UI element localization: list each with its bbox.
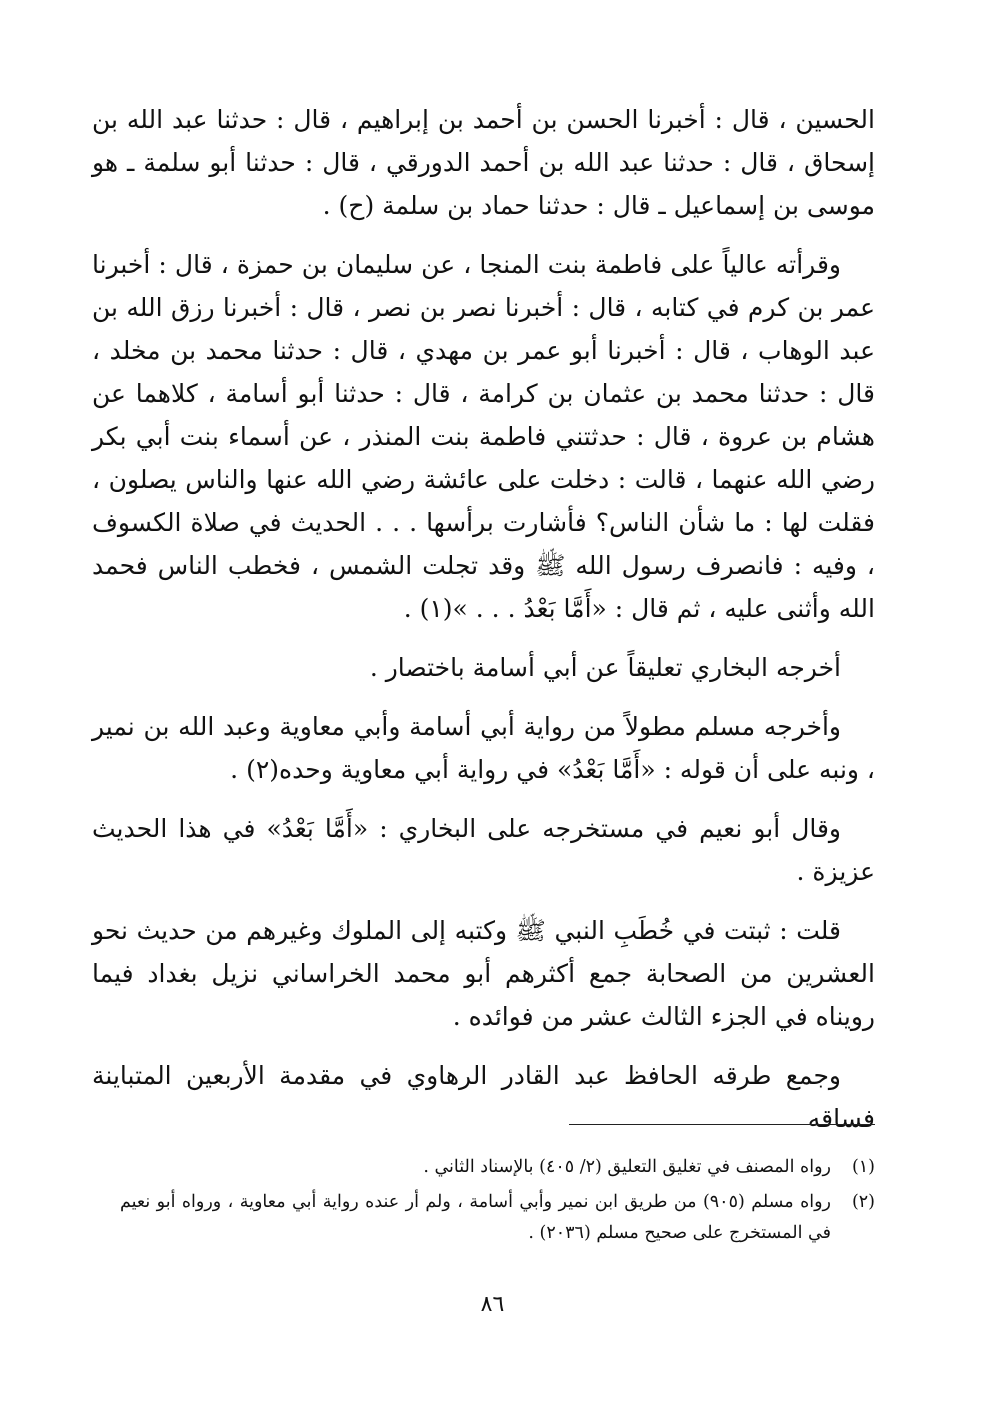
footnote-number: (٢): [851, 1192, 875, 1212]
footnote: [120, 1187, 875, 1249]
paragraph-abu-nuaym: وقال أبو نعيم في مستخرجه على البخاري : «أَمَّا بَعْدُ» في هذا الحديث عزيزة .: [92, 814, 875, 886]
footnote-divider: [569, 1124, 875, 1125]
footnote-number: (١): [851, 1157, 875, 1177]
paragraph-author-comment: قلت : ثبتت في خُطَبِ النبي ﷺ وكتبه إلى الملوك وغيرهم من حديث نحو العشرين من الصحابة جمع أكثرهم أبو محمد الخراساني نزيل بغداد فيما رويناه في الجزء الثالث عشر من فوائده .: [92, 916, 875, 1031]
paragraph-isnad-continuation: الحسين ، قال : أخبرنا الحسن بن أحمد بن إبراهيم ، قال : حدثنا عبد الله بن إسحاق ، قال : حدثنا عبد الله بن أحمد الدورقي ، قال : حدثنا أبو سلمة ـ هو موسى بن إسماعيل ـ قال : حدثنا حماد بن سلمة (ح) .: [92, 105, 875, 220]
main-text: [92, 98, 875, 1156]
paragraph-second-chain: وقرأته عالياً على فاطمة بنت المنجا ، عن سليمان بن حمزة ، قال : أخبرنا عمر بن كرم في كتابه ، قال : أخبرنا نصر بن نصر ، قال : أخبرنا رزق الله بن عبد الوهاب ، قال : أخبرنا أبو عمر بن مهدي ، قال : حدثنا محمد بن مخلد ، قال : حدثنا محمد بن عثمان بن كرامة ، قال : حدثنا أبو أسامة ، كلاهما عن هشام بن عروة ، قال : حدثتني فاطمة بنت المنذر ، عن أسماء بنت أبي بكر رضي الله عنهما ، قالت : دخلت على عائشة رضي الله عنها والناس يصلون ، فقلت لها : ما شأن الناس؟ فأشارت برأسها . . . الحديث في صلاة الكسوف ، وفيه : فانصرف رسول الله ﷺ وقد تجلت الشمس ، فخطب الناس فحمد الله وأثنى عليه ، ثم قال : «أَمَّا بَعْدُ . . . »(١) .: [92, 250, 875, 623]
page-number: ٨٦: [480, 1292, 505, 1317]
paragraph-rahawi: وجمع طرقه الحافظ عبد القادر الرهاوي في مقدمة الأربعين المتباينة فساقه: [92, 1061, 875, 1133]
paragraph-muslim: وأخرجه مسلم مطولاً من رواية أبي أسامة وأبي معاوية وعبد الله بن نمير ، ونبه على أن قوله : «أَمَّا بَعْدُ» في رواية أبي معاوية وحده(٢) .: [92, 712, 875, 784]
footnote-text: رواه المصنف في تغليق التعليق (٢/ ٤٠٥) بالإسناد الثاني .: [423, 1157, 831, 1177]
paragraph-bukhari: أخرجه البخاري تعليقاً عن أبي أسامة باختصار .: [369, 653, 841, 682]
footnotes: [120, 1152, 875, 1253]
footnote-text: رواه مسلم (٩٠٥) من طريق ابن نمير وأبي أسامة ، ولم أر عنده رواية أبي معاوية ، ورواه أبو نعيم في المستخرج على صحيح مسلم (٢٠٣٦) .: [120, 1192, 832, 1243]
footnote: [120, 1152, 875, 1183]
